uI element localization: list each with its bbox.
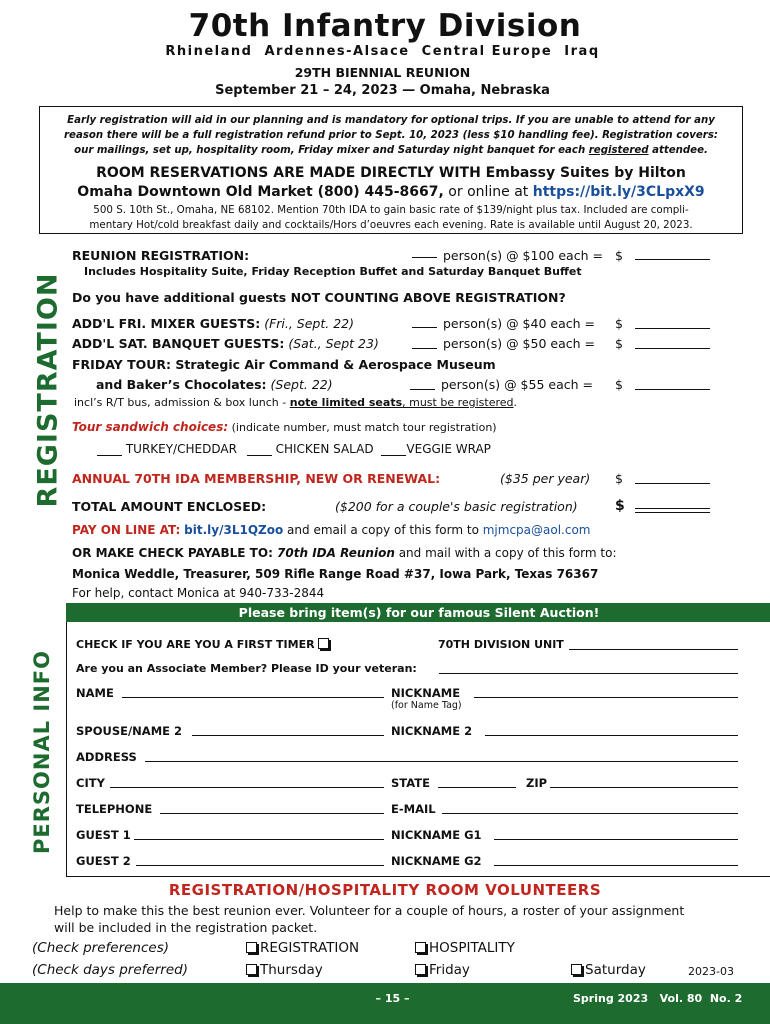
notice-line-3: our mailings, set up, hospitality room, Friday mixer and Saturday night banquet for each registered attendee.	[74, 145, 708, 156]
pref-registration[interactable]: REGISTRATION	[246, 940, 359, 956]
pay-online: PAY ON LINE AT: bit.ly/3L1QZoo and email a copy of this form to mjmcpa@aol.com	[72, 523, 591, 537]
guest1-label: GUEST 1	[76, 828, 131, 842]
page-title: 70th Infantry Division	[188, 8, 582, 44]
day-thursday[interactable]: Thursday	[246, 962, 323, 978]
hotel-link[interactable]: https://bit.ly/3CLpxX9	[532, 184, 705, 200]
name-label: NAME	[76, 686, 114, 700]
volunteers-desc-1: Help to make this the best reunion ever. Volunteer for a couple of hours, a roster of your assignment	[54, 903, 685, 918]
tour-qty-field[interactable]	[410, 378, 435, 390]
sandwich-veggie: VEGGIE WRAP	[406, 442, 491, 456]
dollar-sign: $	[615, 377, 623, 392]
pref-hospitality-checkbox[interactable]	[415, 942, 426, 953]
zip-label: ZIP	[526, 776, 548, 790]
nickname-label: NICKNAME	[391, 686, 461, 700]
veggie-qty-field[interactable]	[381, 444, 406, 456]
spouse-field[interactable]	[192, 735, 384, 736]
sandwich-turkey: TURKEY/CHEDDAR	[125, 442, 237, 456]
spouse-label: SPOUSE/NAME 2	[76, 724, 182, 738]
zip-field[interactable]	[550, 787, 738, 788]
sandwich-options	[97, 442, 491, 456]
pref-registration-checkbox[interactable]	[246, 942, 257, 953]
form-code: 2023-03	[688, 965, 734, 978]
name-field[interactable]	[122, 697, 384, 698]
tour-includes: incl’s R/T bus, admission & box lunch - note limited seats, must be registered.	[74, 396, 518, 409]
hotel-detail-1: 500 S. 10th St., Omaha, NE 68102. Mention 70th IDA to gain basic rate of $139/night plus tax. Included are compli-	[93, 204, 689, 216]
total-note: ($200 for a couple's basic registration)	[335, 499, 578, 514]
nickname2-field[interactable]	[485, 735, 738, 736]
volunteers-title: REGISTRATION/HOSPITALITY ROOM VOLUNTEERS	[168, 881, 602, 899]
membership-price: ($35 per year)	[500, 471, 591, 486]
email-label: E-MAIL	[391, 802, 436, 816]
first-timer-checkbox[interactable]	[318, 638, 329, 649]
division-unit-field[interactable]	[569, 649, 738, 650]
hotel-line-1: ROOM RESERVATIONS ARE MADE DIRECTLY WITH Embassy Suites by Hilton	[96, 165, 686, 181]
personal-info-side-label: PERSONAL INFO	[30, 650, 54, 854]
registration-side-label: REGISTRATION	[32, 272, 64, 508]
banquet-price: person(s) @ $50 each =	[443, 336, 595, 351]
reunion-dates: September 21 – 24, 2023 — Omaha, Nebraska	[215, 83, 550, 98]
chicken-qty-field[interactable]	[247, 444, 272, 456]
prefs-label: (Check preferences)	[32, 940, 170, 956]
city-label: CITY	[76, 776, 105, 790]
telephone-field[interactable]	[160, 813, 384, 814]
reunion-includes: Includes Hospitality Suite, Friday Reception Buffet and Saturday Banquet Buffet	[84, 265, 582, 278]
nickname-note: (for Name Tag)	[391, 700, 462, 711]
days-label: (Check days preferred)	[32, 962, 188, 978]
guest1-field[interactable]	[134, 839, 384, 840]
day-saturday[interactable]: Saturday	[571, 962, 646, 978]
mixer-price: person(s) @ $40 each =	[443, 316, 595, 331]
nickname-field[interactable]	[474, 697, 738, 698]
day-thursday-checkbox[interactable]	[246, 964, 257, 975]
nickname-g1-field[interactable]	[494, 839, 738, 840]
total-amount-field[interactable]	[635, 508, 710, 513]
tour-amount-field[interactable]	[635, 378, 710, 390]
reunion-qty-field[interactable]	[412, 246, 437, 258]
city-field[interactable]	[110, 787, 384, 788]
sandwich-choices: Tour sandwich choices: (indicate number, must match tour registration)	[72, 420, 497, 434]
dollar-sign: $	[615, 498, 625, 514]
email-field[interactable]	[442, 813, 738, 814]
membership-label: ANNUAL 70TH IDA MEMBERSHIP, NEW OR RENEWAL:	[72, 471, 441, 486]
telephone-label: TELEPHONE	[76, 802, 153, 816]
issue-info: Spring 2023 Vol. 80 No. 2	[573, 992, 743, 1005]
hotel-detail-2: mentary Hot/cold breakfast daily and cocktails/Hors d’oeuvres each evening. Rate is available until August 20, 2023.	[89, 219, 693, 231]
guest2-label: GUEST 2	[76, 854, 131, 868]
help-contact: For help, contact Monica at 940-733-2844	[72, 586, 325, 600]
mixer-amount-field[interactable]	[635, 317, 710, 329]
notice-line-2: reason there will be a full registration refund prior to Sept. 10, 2023 (less $10 handling fee). Registration covers:	[64, 130, 718, 141]
total-label: TOTAL AMOUNT ENCLOSED:	[72, 499, 267, 514]
division-unit-label: 70TH DIVISION UNIT	[438, 638, 564, 651]
day-saturday-checkbox[interactable]	[571, 964, 582, 975]
nickname-g2-field[interactable]	[494, 865, 738, 866]
state-field[interactable]	[438, 787, 516, 788]
auction-banner-text: Please bring item(s) for our famous Silent Auction!	[238, 605, 600, 620]
day-friday[interactable]: Friday	[415, 962, 470, 978]
tour-label-1: FRIDAY TOUR: Strategic Air Command & Aerospace Museum	[72, 357, 496, 372]
campaigns: Rhineland Ardennes-Alsace Central Europe Iraq	[165, 44, 600, 59]
hotel-line-2: Omaha Downtown Old Market (800) 445-8667, or online at https://bit.ly/3CLpxX9	[77, 184, 705, 200]
reunion-amount-field[interactable]	[635, 248, 710, 260]
membership-amount-field[interactable]	[635, 472, 710, 484]
pref-hospitality[interactable]: HOSPITALITY	[415, 940, 515, 956]
mixer-row: ADD'L FRI. MIXER GUESTS: (Fri., Sept. 22)	[72, 316, 354, 331]
banquet-amount-field[interactable]	[635, 337, 710, 349]
volunteers-desc-2: will be included in the registration packet.	[54, 920, 318, 935]
day-friday-checkbox[interactable]	[415, 964, 426, 975]
page-number: – 15 –	[375, 992, 410, 1005]
dollar-sign: $	[615, 471, 623, 486]
associate-label: Are you an Associate Member? Please ID your veteran:	[76, 662, 417, 675]
reunion-price: person(s) @ $100 each =	[443, 248, 603, 263]
associate-field[interactable]	[439, 673, 738, 674]
dollar-sign: $	[615, 248, 623, 263]
banquet-qty-field[interactable]	[412, 337, 437, 349]
tour-price: person(s) @ $55 each =	[441, 377, 593, 392]
address-label: ADDRESS	[76, 750, 137, 764]
nickname-g1-label: NICKNAME G1	[391, 828, 482, 842]
notice-line-1: Early registration will aid in our planning and is mandatory for optional trips. If you are unable to attend for any	[67, 115, 715, 126]
banquet-row: ADD'L SAT. BANQUET GUESTS: (Sat., Sept 23)	[72, 336, 379, 351]
tour-label-2: and Baker’s Chocolates: (Sept. 22)	[96, 377, 333, 392]
address-field[interactable]	[145, 761, 738, 762]
state-label: STATE	[391, 776, 430, 790]
first-timer-label: CHECK IF YOU ARE YOU A FIRST TIMER	[76, 638, 332, 651]
reunion-title: 29TH BIENNIAL REUNION	[294, 65, 471, 80]
dollar-sign: $	[615, 316, 623, 331]
nickname-g2-label: NICKNAME G2	[391, 854, 482, 868]
reunion-label: REUNION REGISTRATION:	[72, 248, 250, 263]
pay-email-link[interactable]: mjmcpa@aol.com	[482, 523, 591, 537]
mixer-qty-field[interactable]	[412, 316, 437, 328]
nickname2-label: NICKNAME 2	[391, 724, 473, 738]
pay-link[interactable]: bit.ly/3L1QZoo	[184, 523, 284, 537]
check-payable: OR MAKE CHECK PAYABLE TO: 70th IDA Reunion and mail with a copy of this form to:	[72, 546, 617, 560]
mailing-address: Monica Weddle, Treasurer, 509 Rifle Range Road #37, Iowa Park, Texas 76367	[72, 567, 599, 581]
sandwich-chicken: CHICKEN SALAD	[275, 442, 374, 456]
additional-guests-question: Do you have additional guests NOT COUNTING ABOVE REGISTRATION?	[72, 290, 566, 305]
turkey-qty-field[interactable]	[97, 444, 122, 456]
guest2-field[interactable]	[136, 865, 384, 866]
dollar-sign: $	[615, 336, 623, 351]
